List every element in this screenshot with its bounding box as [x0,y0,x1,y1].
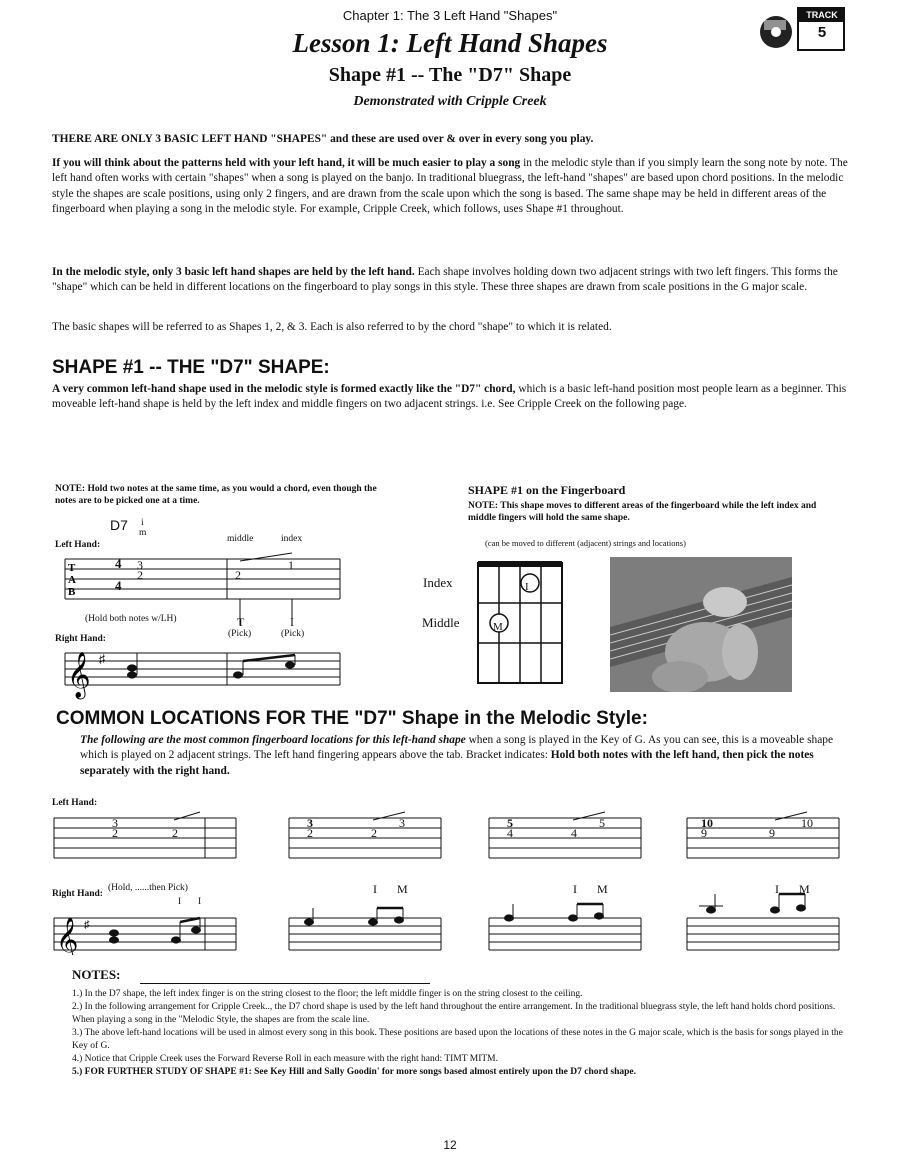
fingerboard-title: SHAPE #1 on the Fingerboard [468,483,626,497]
note-item-3: 3.) The above left-hand locations will be used in almost every song in this book. These positions are based upon the locations of these notes in the G major scale, which is the basis for songs played in the Key of G. [72,1028,843,1051]
location-example-2 [285,790,445,955]
intro-p1: THERE ARE ONLY 3 BASIC LEFT HAND "SHAPES" and these are used over & over in every song you play. [52,133,594,145]
loc1-r1: I [178,897,182,907]
loc4-bottom-fret: 9 [701,826,707,840]
loc3-fret-c: 5 [599,816,605,830]
loc2-top-fret: 3 [307,816,313,830]
loc1-hold: (Hold, ......then Pick) [108,883,188,893]
loc2-fret-c: 3 [399,816,405,830]
section1-body-rest: which is a basic left-hand position most people learn as a beginner. This moveable left-hand shape is held by the left index and middle fingers on two adjacent strings. i.e. See Cripple Creek on the following page. [52,383,847,411]
loc3-r1: I [573,882,577,896]
intro-p3-rest: Each shape involves holding down two adjacent strings with two left fingers. This forms the "shape" which can be held in different locations on the fingerboard to play songs in this style. These three shapes are drawn from scale positions in the G major scale. [52,266,838,294]
tab-fret-2b: 2 [235,568,241,582]
location-example-4 [683,790,843,955]
location-example-1 [50,790,240,955]
timesig-bottom: 4 [115,578,122,593]
finger-m-top: m [139,528,147,538]
fingerboard-diagram [476,557,566,687]
note-item-2: 2.) In the following arrangement for Cripple Creek.., the D7 chord shape is used by the left hand throughout the entire arrangement. In the traditional bluegrass style, the left hand holds chord positions. When playing a song in the "Melodic Style, the shapes are from the scale line. [72,1002,836,1025]
svg-text:𝄞: 𝄞 [67,652,91,697]
example-note: NOTE: Hold two notes at the same time, as you would a chord, even though the notes are to be picked one at a time. [55,484,377,506]
svg-text:𝄞: 𝄞 [56,919,79,955]
notes-list [72,988,852,1079]
intro-p3 [52,265,852,296]
loc4-fret-c: 10 [801,816,813,830]
loc1-fret-b: 2 [172,826,178,840]
loc2-r2: M [397,882,408,896]
note-item-1: 1.) In the D7 shape, the left index finger is on the string closest to the floor; the left middle finger is on the string closest to the ceiling. [72,989,583,999]
track-label: TRACK [806,10,838,20]
loc1-r2: I [198,897,202,907]
chord-name: D7 [110,517,128,533]
loc3-fret-b: 4 [571,826,577,840]
middle-label: middle [227,534,254,544]
loc4-r1: I [775,882,779,896]
pick-label-2: (Pick) [281,629,305,639]
locations-left-hand-label: Left Hand: [52,798,98,808]
pick-t: T [237,615,245,629]
index-label: index [281,534,303,544]
note-item-5: 5.) FOR FURTHER STUDY OF SHAPE #1: See Key Hill and Sally Goodin' for more songs based almost entirely upon the D7 chord shape. [72,1067,636,1077]
loc4-fret-b: 9 [769,826,775,840]
intro-p4: The basic shapes will be referred to as Shapes 1, 2, & 3. Each is also referred to by the chord "shape" to which it is related. [52,321,612,333]
svg-text:♯: ♯ [84,919,90,931]
left-hand-label: Left Hand: [55,540,101,550]
svg-text:T: T [68,562,76,574]
track-badge [758,6,846,52]
section1-heading: SHAPE #1 -- THE "D7" SHAPE: [52,357,330,378]
page-number: 12 [443,1138,457,1152]
section2-heading: COMMON LOCATIONS FOR THE "D7" Shape in the Melodic Style: [56,708,648,729]
shape-title: Shape #1 -- The "D7" Shape [328,64,572,86]
timesig-top: 4 [115,556,122,571]
notes-divider [140,983,430,984]
tab-fret-1: 1 [288,558,294,572]
intro-p2 [52,156,852,218]
lesson-title: Lesson 1: Left Hand Shapes [292,28,608,58]
section1-body [52,382,852,413]
section2-body-bold2: Hold both notes with the left hand, then pick the notes separately with the right hand. [80,749,814,777]
example-tab-staff [55,517,355,700]
dot-index: I [525,581,529,593]
tab-fret-2a: 2 [137,568,143,582]
svg-text:♯: ♯ [99,652,105,666]
fingerboard-caption: (can be moved to different (adjacent) strings and locations) [485,538,686,548]
track-number: 5 [817,24,827,41]
section2-body [80,733,850,779]
locations-right-hand-label: Right Hand: [52,889,103,899]
svg-text:A: A [68,574,76,586]
right-hand-label: Right Hand: [55,634,106,644]
demonstrated-subtitle: Demonstrated with Cripple Creek [353,94,547,109]
svg-text:B: B [68,586,76,598]
section1-body-bold: A very common left-hand shape used in the melodic style is formed exactly like the "D7" chord, [52,383,516,395]
loc2-bottom-fret: 2 [307,826,313,840]
section2-body-bold-italic: The following are the most common fingerboard locations for this left-hand shape [80,734,466,746]
loc4-top-fret: 10 [701,816,713,830]
loc3-bottom-fret: 4 [507,826,513,840]
loc4-r2: M [799,882,810,896]
fingerboard-note: NOTE: This shape moves to different areas of the fingerboard while the left index and middle fingers will hold the same shape. [468,501,817,523]
location-example-3 [485,790,645,955]
notes-title: NOTES: [72,967,121,982]
loc2-fret-b: 2 [371,826,377,840]
pick-label-1: (Pick) [228,629,252,639]
intro-p3-bold: In the melodic style, only 3 basic left hand shapes are held by the left hand. [52,266,415,278]
loc1-top-fret: 3 [112,816,118,830]
index-finger-label: Index [423,575,453,590]
section2-body-rest: when a song is played in the Key of G. As you can see, this is a moveable shape which is played on 2 adjacent strings. The left hand fingering appears above the tab. Bracket indicates: [80,734,833,762]
chapter-title: Chapter 1: The 3 Left Hand "Shapes" [342,8,558,23]
pick-i: I [290,615,294,629]
loc1-bottom-fret: 2 [112,826,118,840]
loc2-r1: I [373,882,377,896]
tab-fret-3a: 3 [137,558,143,572]
intro-p2-bold: If you will think about the patterns held with your left hand, it will be much easier to play a song [52,157,521,169]
hold-both-text: (Hold both notes w/LH) [85,614,177,624]
intro-p2-rest: in the melodic style than if you simply learn the song note by note. The left hand often works with certain "shapes" when a song is played on the banjo. In traditional bluegrass, the left-hand "shapes" are based upon chord positions. In the melodic style the shapes are scale positions, using only 2 fingers, and are drawn from the scale upon which the song is based. The same shape may be held in different areas of the fingerboard when playing a song in the melodic style. For example, Cripple Creek, which follows, uses Shape #1 throughout. [52,157,848,216]
hand-photo [610,557,792,692]
finger-i-top: i [141,518,144,528]
note-item-4: 4.) Notice that Cripple Creek uses the Forward Reverse Roll in each measure with the right hand: TIMT MITM. [72,1054,498,1064]
middle-finger-label: Middle [422,615,460,630]
dot-middle: M [493,621,503,633]
loc3-r2: M [597,882,608,896]
loc3-top-fret: 5 [507,816,513,830]
